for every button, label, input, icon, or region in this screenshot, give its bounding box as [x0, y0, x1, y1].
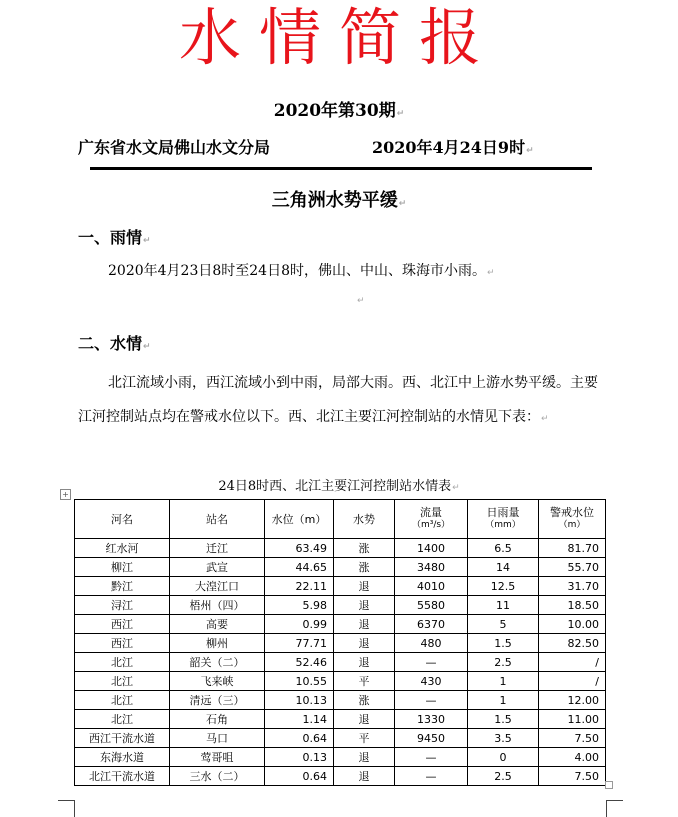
- cell-river: 西江干流水道: [75, 729, 170, 748]
- cell-warning-level: 81.70: [539, 539, 606, 558]
- table-row: [75, 615, 606, 634]
- cell-rain: 2.5: [468, 767, 539, 786]
- cell-level: 0.99: [265, 615, 334, 634]
- cell-station: 飞来峡: [170, 672, 265, 691]
- cell-station: 武宣: [170, 558, 265, 577]
- cell-trend: 退: [334, 596, 395, 615]
- cell-flow: —: [395, 748, 468, 767]
- table-resize-handle[interactable]: [605, 781, 613, 789]
- issue-number: 2020年第30期↵: [273, 101, 405, 121]
- cell-flow: —: [395, 653, 468, 672]
- cell-warning-level: 82.50: [539, 634, 606, 653]
- cell-station: 大湟江口: [170, 577, 265, 596]
- cell-warning-level: 7.50: [539, 767, 606, 786]
- cell-station: 石角: [170, 710, 265, 729]
- cell-level: 44.65: [265, 558, 334, 577]
- cell-river: 红水河: [75, 539, 170, 558]
- cell-warning-level: 7.50: [539, 729, 606, 748]
- table-row: [75, 634, 606, 653]
- cell-trend: 退: [334, 710, 395, 729]
- page-corner-mark-right: [606, 800, 623, 817]
- cell-warning-level: /: [539, 672, 606, 691]
- cell-river: 北江: [75, 672, 170, 691]
- header-rule: [90, 167, 592, 170]
- table-row: [75, 539, 606, 558]
- cell-trend: 涨: [334, 691, 395, 710]
- cell-station: 马口: [170, 729, 265, 748]
- cell-river: 北江干流水道: [75, 767, 170, 786]
- cell-flow: 9450: [395, 729, 468, 748]
- cell-flow: 6370: [395, 615, 468, 634]
- cell-warning-level: 31.70: [539, 577, 606, 596]
- cell-trend: 平: [334, 729, 395, 748]
- table-row: [75, 710, 606, 729]
- cell-flow: 5580: [395, 596, 468, 615]
- page-corner-mark-left: [58, 800, 75, 817]
- cell-trend: 涨: [334, 558, 395, 577]
- cell-station: 三水（二）: [170, 767, 265, 786]
- cell-warning-level: 11.00: [539, 710, 606, 729]
- col-trend: 水势: [334, 500, 395, 539]
- table-row: [75, 729, 606, 748]
- cell-rain: 0: [468, 748, 539, 767]
- cell-trend: 退: [334, 634, 395, 653]
- cell-trend: 涨: [334, 539, 395, 558]
- cell-station: 莺哥咀: [170, 748, 265, 767]
- water-level-table: [74, 499, 606, 786]
- col-river: 河名: [75, 500, 170, 539]
- cell-river: 北江: [75, 710, 170, 729]
- cell-river: 北江: [75, 691, 170, 710]
- cell-trend: 退: [334, 748, 395, 767]
- cell-trend: 平: [334, 672, 395, 691]
- cell-river: 西江: [75, 634, 170, 653]
- cell-trend: 退: [334, 615, 395, 634]
- water-heading: 二、水情↵: [78, 334, 151, 353]
- cell-level: 77.71: [265, 634, 334, 653]
- cell-rain: 3.5: [468, 729, 539, 748]
- cell-river: 黔江: [75, 577, 170, 596]
- empty-paragraph-mark: ↵: [357, 296, 365, 306]
- cell-flow: —: [395, 767, 468, 786]
- cell-flow: 1330: [395, 710, 468, 729]
- table-move-handle[interactable]: +: [60, 489, 71, 500]
- table-caption: 24日8时西、北江主要江河控制站水情表↵: [218, 479, 460, 494]
- cell-river: 东海水道: [75, 748, 170, 767]
- table-header-row: [75, 500, 606, 539]
- report-title: 水情简报: [178, 1, 499, 74]
- table-row: [75, 672, 606, 691]
- cell-trend: 退: [334, 577, 395, 596]
- issue-date: 2020年4月24日9时↵: [372, 138, 534, 157]
- cell-flow: 1400: [395, 539, 468, 558]
- cell-rain: 5: [468, 615, 539, 634]
- cell-level: 5.98: [265, 596, 334, 615]
- cell-rain: 11: [468, 596, 539, 615]
- cell-river: 浔江: [75, 596, 170, 615]
- cell-rain: 1: [468, 672, 539, 691]
- cell-level: 0.64: [265, 729, 334, 748]
- col-flow: 流量 （m³/s）: [395, 500, 468, 539]
- col-level: 水位（m）: [265, 500, 334, 539]
- headline: 三角洲水势平缓↵: [271, 190, 407, 211]
- col-station: 站名: [170, 500, 265, 539]
- rain-text: 2020年4月23日8时至24日8时，佛山、中山、珠海市小雨。↵: [108, 263, 495, 279]
- table-row: [75, 767, 606, 786]
- cell-warning-level: 55.70: [539, 558, 606, 577]
- cell-station: 柳州: [170, 634, 265, 653]
- cell-flow: 4010: [395, 577, 468, 596]
- table-row: [75, 596, 606, 615]
- cell-warning-level: 4.00: [539, 748, 606, 767]
- issuing-organization: 广东省水文局佛山水文分局: [78, 138, 271, 157]
- cell-trend: 退: [334, 767, 395, 786]
- cell-warning-level: 10.00: [539, 615, 606, 634]
- cell-rain: 1.5: [468, 710, 539, 729]
- cell-rain: 1: [468, 691, 539, 710]
- cell-warning-level: /: [539, 653, 606, 672]
- cell-river: 柳江: [75, 558, 170, 577]
- cell-rain: 6.5: [468, 539, 539, 558]
- cell-river: 北江: [75, 653, 170, 672]
- table-row: [75, 691, 606, 710]
- cell-rain: 2.5: [468, 653, 539, 672]
- cell-flow: 480: [395, 634, 468, 653]
- water-text: 北江流域小雨，西江流域小到中雨，局部大雨。西、北江中上游水势平缓。主要江河控制站点均在警戒水位以下。西、北江主要江河控制站的水情见下表：↵: [78, 375, 598, 425]
- cell-river: 西江: [75, 615, 170, 634]
- rain-heading: 一、雨情↵: [78, 228, 151, 247]
- cell-level: 52.46: [265, 653, 334, 672]
- cell-rain: 1.5: [468, 634, 539, 653]
- table-row: [75, 748, 606, 767]
- cell-flow: 3480: [395, 558, 468, 577]
- cell-station: 梧州（四）: [170, 596, 265, 615]
- cell-level: 22.11: [265, 577, 334, 596]
- cell-warning-level: 18.50: [539, 596, 606, 615]
- cell-level: 63.49: [265, 539, 334, 558]
- cell-station: 高要: [170, 615, 265, 634]
- cell-flow: 430: [395, 672, 468, 691]
- table-row: [75, 577, 606, 596]
- cell-rain: 14: [468, 558, 539, 577]
- cell-level: 1.14: [265, 710, 334, 729]
- cell-trend: 退: [334, 653, 395, 672]
- cell-rain: 12.5: [468, 577, 539, 596]
- cell-level: 0.13: [265, 748, 334, 767]
- cell-station: 清远（三）: [170, 691, 265, 710]
- cell-level: 0.64: [265, 767, 334, 786]
- table-row: [75, 653, 606, 672]
- table-row: [75, 558, 606, 577]
- cell-station: 韶关（二）: [170, 653, 265, 672]
- cell-flow: —: [395, 691, 468, 710]
- cell-warning-level: 12.00: [539, 691, 606, 710]
- cell-station: 迁江: [170, 539, 265, 558]
- col-warning-level: 警戒水位 （m）: [539, 500, 606, 539]
- col-rain: 日雨量 （mm）: [468, 500, 539, 539]
- cell-level: 10.13: [265, 691, 334, 710]
- cell-level: 10.55: [265, 672, 334, 691]
